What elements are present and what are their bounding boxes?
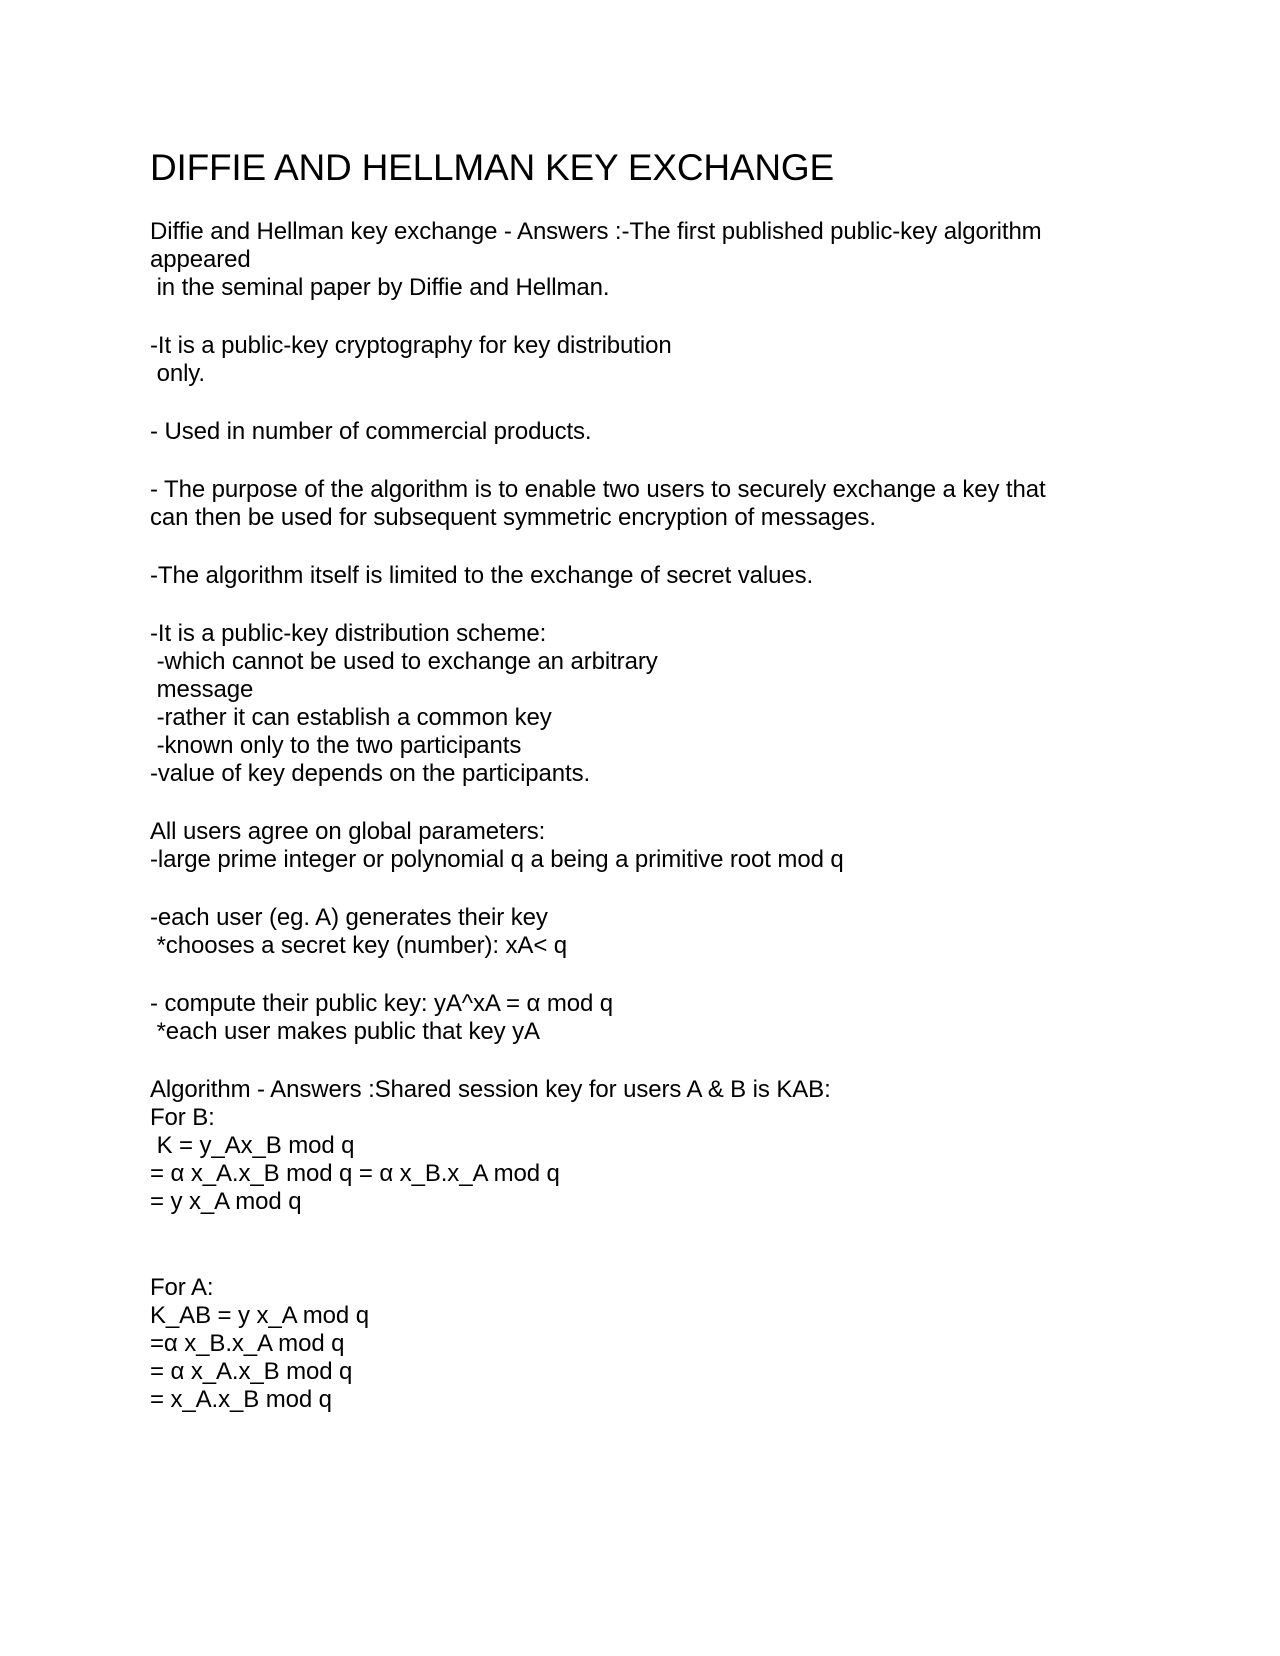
text-line: -It is a public-key distribution scheme:: [150, 620, 547, 647]
text-line: - compute their public key: yA^xA = α mod q: [150, 990, 614, 1017]
text-line: - Used in number of commercial products.: [150, 418, 592, 445]
text-line: -It is a public-key cryptography for key distribution: [150, 332, 672, 359]
text-line: = α x_A.x_B mod q: [150, 1358, 353, 1385]
text-line: = α x_A.x_B mod q = α x_B.x_A mod q: [150, 1160, 560, 1187]
text-line: - The purpose of the algorithm is to enable two users to securely exchange a key that: [150, 476, 1046, 503]
text-line: message: [150, 676, 254, 703]
document-title: DIFFIE AND HELLMAN KEY EXCHANGE: [150, 147, 834, 188]
text-line: K = y_Ax_B mod q: [150, 1132, 355, 1159]
text-line: -each user (eg. A) generates their key: [150, 904, 548, 931]
text-line: *each user makes public that key yA: [150, 1018, 540, 1045]
text-line: =α x_B.x_A mod q: [150, 1330, 345, 1357]
text-line: *chooses a secret key (number): xA< q: [150, 932, 568, 959]
text-line: = x_A.x_B mod q: [150, 1386, 332, 1413]
text-line: -known only to the two participants: [150, 732, 522, 759]
text-line: Algorithm - Answers :Shared session key for users A & B is KAB:: [150, 1076, 831, 1103]
text-line: -The algorithm itself is limited to the exchange of secret values.: [150, 562, 814, 589]
text-line: Diffie and Hellman key exchange - Answers :-The first published public-key algorithm: [150, 218, 1042, 245]
text-line: -large prime integer or polynomial q a being a primitive root mod q: [150, 846, 844, 873]
text-line: For A:: [150, 1274, 214, 1301]
text-line: -which cannot be used to exchange an arbitrary: [150, 648, 658, 675]
text-line: For B:: [150, 1104, 215, 1131]
text-line: K_AB = y x_A mod q: [150, 1302, 369, 1329]
text-line: only.: [150, 360, 205, 387]
text-line: can then be used for subsequent symmetric encryption of messages.: [150, 504, 876, 531]
text-line: appeared: [150, 246, 251, 273]
text-line: = y x_A mod q: [150, 1188, 302, 1215]
text-line: -value of key depends on the participants.: [150, 760, 591, 787]
text-line: in the seminal paper by Diffie and Hellman.: [150, 274, 610, 301]
text-line: -rather it can establish a common key: [150, 704, 552, 731]
text-line: All users agree on global parameters:: [150, 818, 546, 845]
